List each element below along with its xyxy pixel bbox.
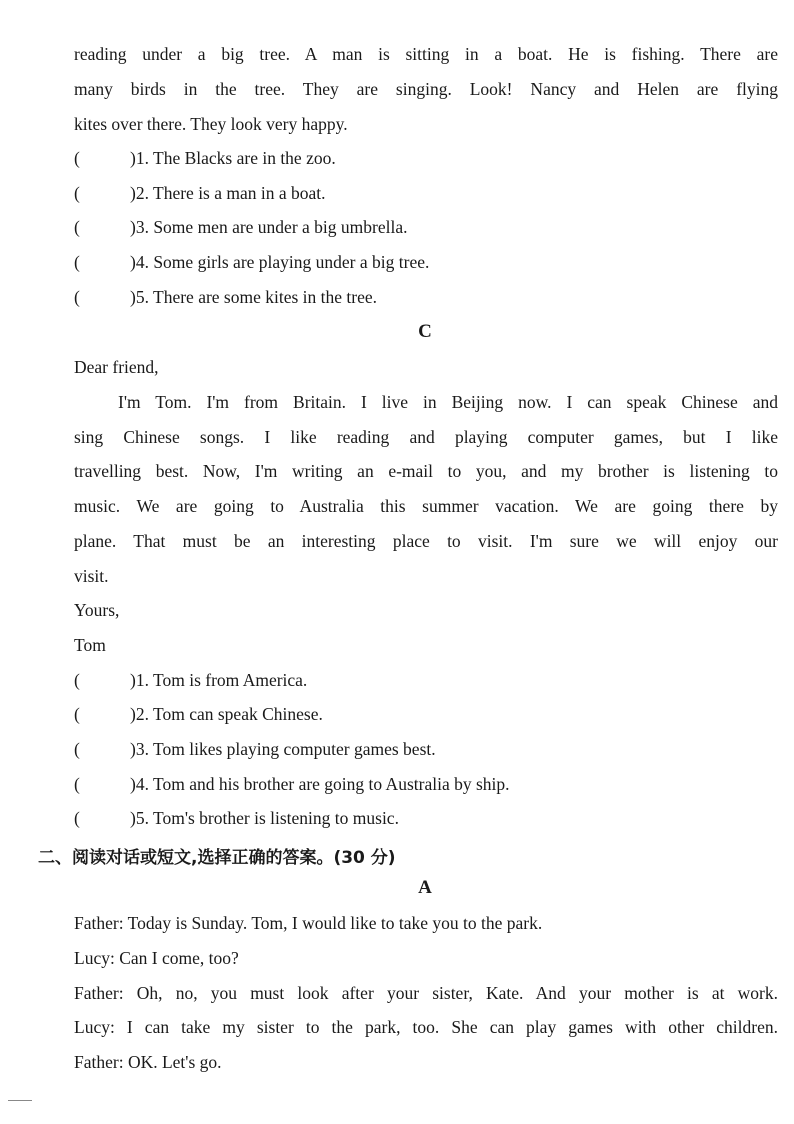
answer-paren[interactable]: ( [74, 704, 80, 724]
question-item [74, 148, 778, 169]
letter-line: travelling best. Now, I'm writing an e-mail to you, and my brother is listening to [74, 461, 778, 481]
letter-line: plane. That must be an interesting place to visit. I'm sure we will enjoy our [74, 531, 778, 551]
answer-paren[interactable]: ( [74, 148, 80, 168]
question-text: )3. Tom likes playing computer games best. [130, 739, 436, 759]
question-item [74, 183, 778, 204]
question-text: )2. There is a man in a boat. [130, 183, 326, 203]
question-text: )4. Tom and his brother are going to Australia by ship. [130, 774, 510, 794]
question-text: )4. Some girls are playing under a big tree. [130, 252, 430, 272]
letter-line: sing Chinese songs. I like reading and playing computer games, but I like [74, 427, 778, 447]
answer-paren[interactable]: ( [74, 217, 80, 237]
letter-signature: Tom [74, 635, 106, 655]
question-text: )5. Tom's brother is listening to music. [130, 808, 399, 828]
dialogue-line: Lucy: Can I come, too? [74, 948, 239, 968]
question-item [74, 287, 778, 308]
question-item [74, 774, 778, 795]
passage-line: reading under a big tree. A man is sitting in a boat. He is fishing. There are [74, 44, 778, 64]
dialogue-line: Lucy: I can take my sister to the park, too. She can play games with other children. [74, 1017, 778, 1037]
question-item [74, 252, 778, 273]
question-item [74, 670, 778, 691]
question-item [74, 704, 778, 725]
question-text: )3. Some men are under a big umbrella. [130, 217, 408, 237]
letter-line: music. We are going to Australia this summer vacation. We are going there by [74, 496, 778, 516]
answer-paren[interactable]: ( [74, 808, 80, 828]
answer-paren[interactable]: ( [74, 287, 80, 307]
section-a-title: A [418, 877, 432, 898]
section-c-title: C [418, 321, 432, 342]
answer-paren[interactable]: ( [74, 252, 80, 272]
passage-line: many birds in the tree. They are singing. Look! Nancy and Helen are flying [74, 79, 778, 99]
letter-greeting: Dear friend, [74, 357, 159, 377]
answer-paren[interactable]: ( [74, 739, 80, 759]
letter-closing: Yours, [74, 600, 120, 620]
question-item [74, 808, 778, 829]
question-item [74, 739, 778, 760]
question-text: )1. The Blacks are in the zoo. [130, 148, 336, 168]
dialogue-line: Father: OK. Let's go. [74, 1052, 222, 1072]
footer-rule [8, 1100, 32, 1101]
dialogue-line: Father: Today is Sunday. Tom, I would like to take you to the park. [74, 913, 543, 933]
answer-paren[interactable]: ( [74, 774, 80, 794]
answer-paren[interactable]: ( [74, 183, 80, 203]
question-text: )2. Tom can speak Chinese. [130, 704, 323, 724]
question-item [74, 217, 778, 238]
letter-line: I'm Tom. I'm from Britain. I live in Beijing now. I can speak Chinese and [118, 392, 778, 412]
dialogue-line: Father: Oh, no, you must look after your sister, Kate. And your mother is at work. [74, 983, 778, 1003]
passage-line: kites over there. They look very happy. [74, 114, 348, 134]
letter-line: visit. [74, 566, 109, 586]
section-two-heading: 二、阅读对话或短文,选择正确的答案。(30 分) [38, 848, 396, 868]
question-text: )1. Tom is from America. [130, 670, 308, 690]
answer-paren[interactable]: ( [74, 670, 80, 690]
question-text: )5. There are some kites in the tree. [130, 287, 378, 307]
